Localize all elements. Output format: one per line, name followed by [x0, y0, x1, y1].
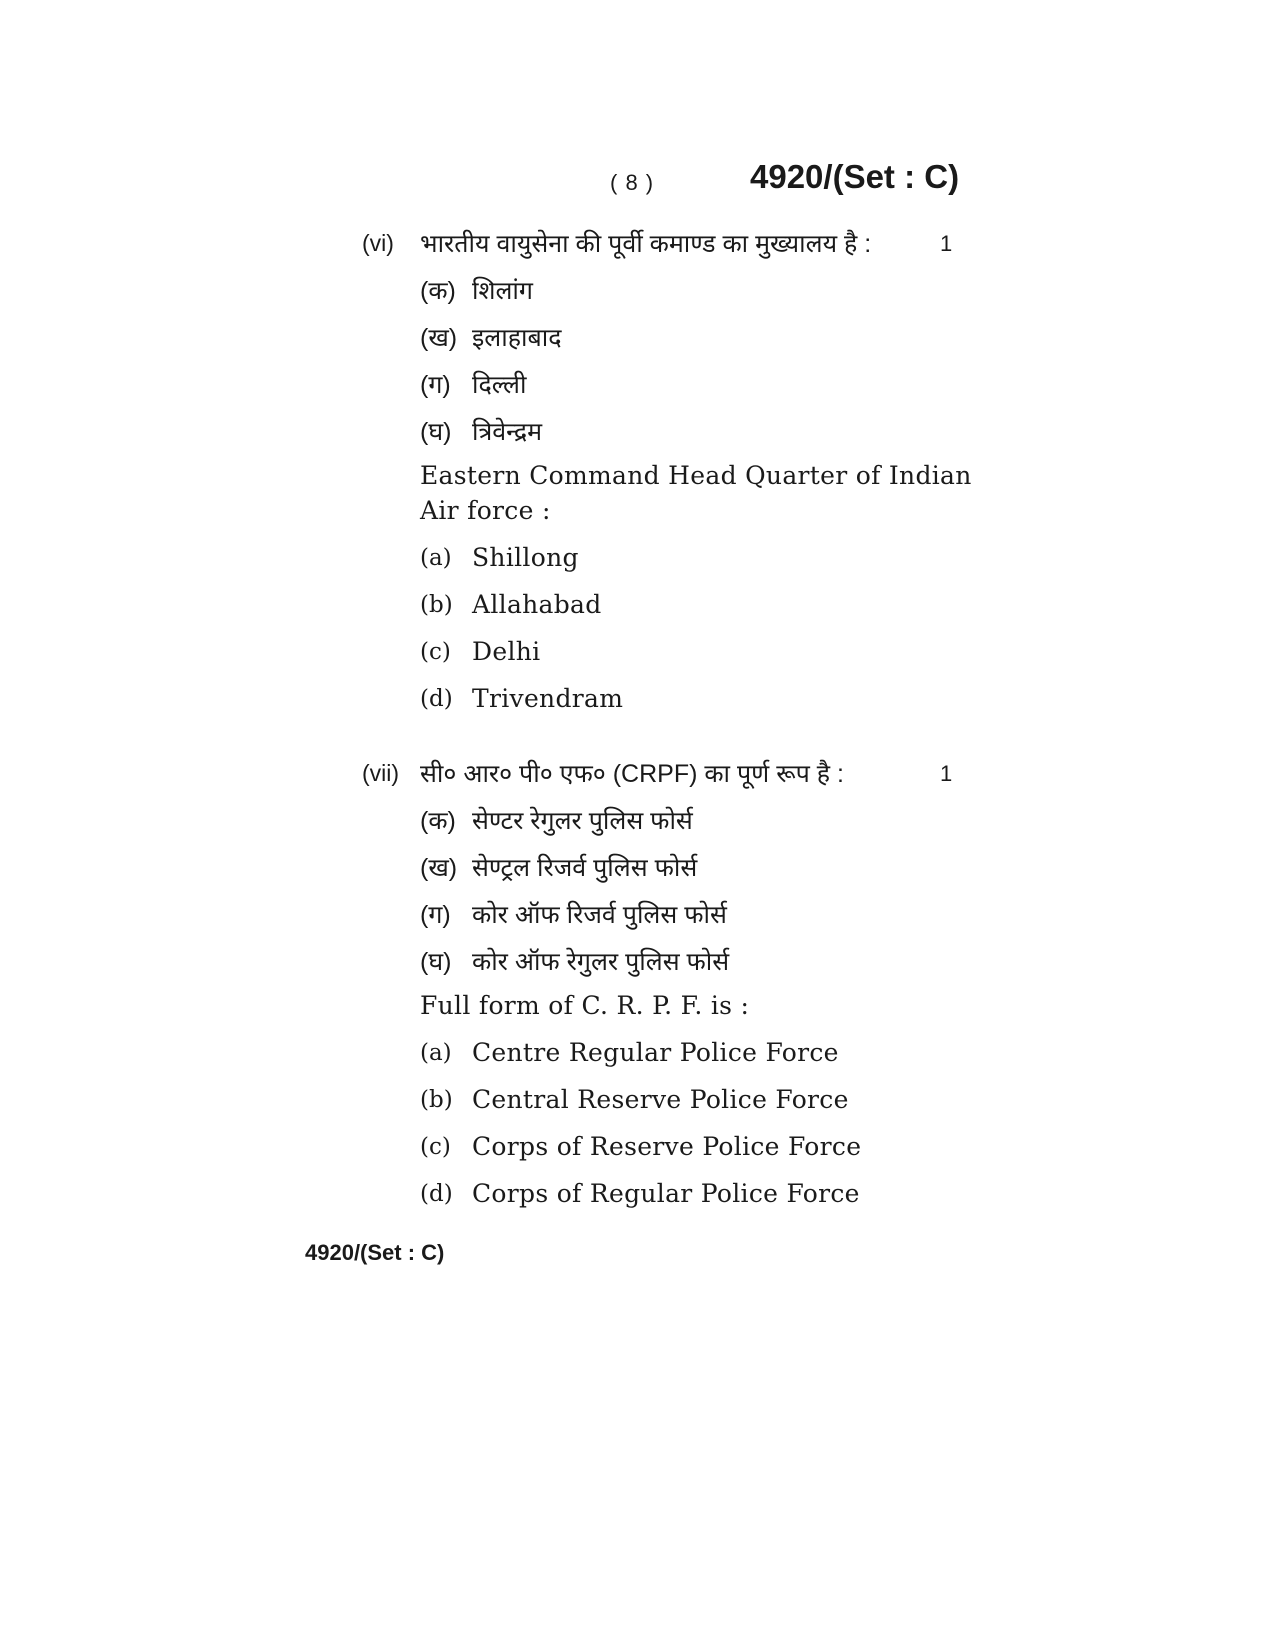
option-text: त्रिवेन्द्रम: [472, 418, 543, 446]
paper-code-footer: 4920/(Set : C): [305, 1240, 445, 1265]
option-label: (क): [420, 277, 456, 305]
question-hindi-text: भारतीय वायुसेना की पूर्वी कमाण्ड का मुख्यालय है :: [420, 230, 872, 258]
option-label: (a): [420, 545, 452, 571]
option-text: Centre Regular Police Force: [472, 1038, 839, 1067]
option-label: (घ): [420, 418, 452, 446]
option-label: (c): [420, 1134, 451, 1160]
option-label: (ख): [420, 854, 458, 882]
option-text: Trivendram: [472, 684, 624, 713]
question-english-text-continued: Air force :: [420, 496, 551, 525]
option-text: सेण्टर रेगुलर पुलिस फोर्स: [472, 807, 693, 835]
question-number: (vi): [362, 230, 394, 256]
option-text: Central Reserve Police Force: [472, 1085, 849, 1114]
option-text: Delhi: [472, 637, 541, 666]
question-marks: 1: [940, 761, 953, 786]
option-text: इलाहाबाद: [472, 324, 562, 352]
option-text: शिलांग: [472, 277, 533, 305]
option-label: (घ): [420, 948, 452, 976]
question-number: (vii): [362, 760, 400, 786]
option-label: (क): [420, 807, 456, 835]
option-label: (ख): [420, 324, 458, 352]
option-text: Corps of Regular Police Force: [472, 1179, 860, 1208]
option-text: Corps of Reserve Police Force: [472, 1132, 862, 1161]
option-text: दिल्ली: [472, 371, 527, 399]
question-english-text: Full form of C. R. P. F. is :: [420, 991, 750, 1020]
option-label: (d): [420, 686, 453, 712]
option-label: (c): [420, 639, 451, 665]
question-marks: 1: [940, 231, 953, 256]
option-text: सेण्ट्रल रिजर्व पुलिस फोर्स: [472, 854, 698, 882]
paper-code-header: 4920/(Set : C): [750, 158, 960, 195]
option-text: Allahabad: [472, 590, 602, 619]
option-label: (b): [420, 1087, 453, 1113]
question-english-text: Eastern Command Head Quarter of Indian: [420, 461, 972, 490]
question-hindi-text: सी० आर० पी० एफ० (CRPF) का पूर्ण रूप है :: [420, 760, 844, 788]
option-text: कोर ऑफ रेगुलर पुलिस फोर्स: [472, 948, 730, 976]
option-label: (ग): [420, 901, 451, 929]
page-number: ( 8 ): [610, 170, 655, 195]
option-label: (b): [420, 592, 453, 618]
option-label: (d): [420, 1181, 453, 1207]
option-label: (ग): [420, 371, 451, 399]
option-text: कोर ऑफ रिजर्व पुलिस फोर्स: [472, 901, 727, 929]
option-label: (a): [420, 1040, 452, 1066]
option-text: Shillong: [472, 543, 579, 572]
